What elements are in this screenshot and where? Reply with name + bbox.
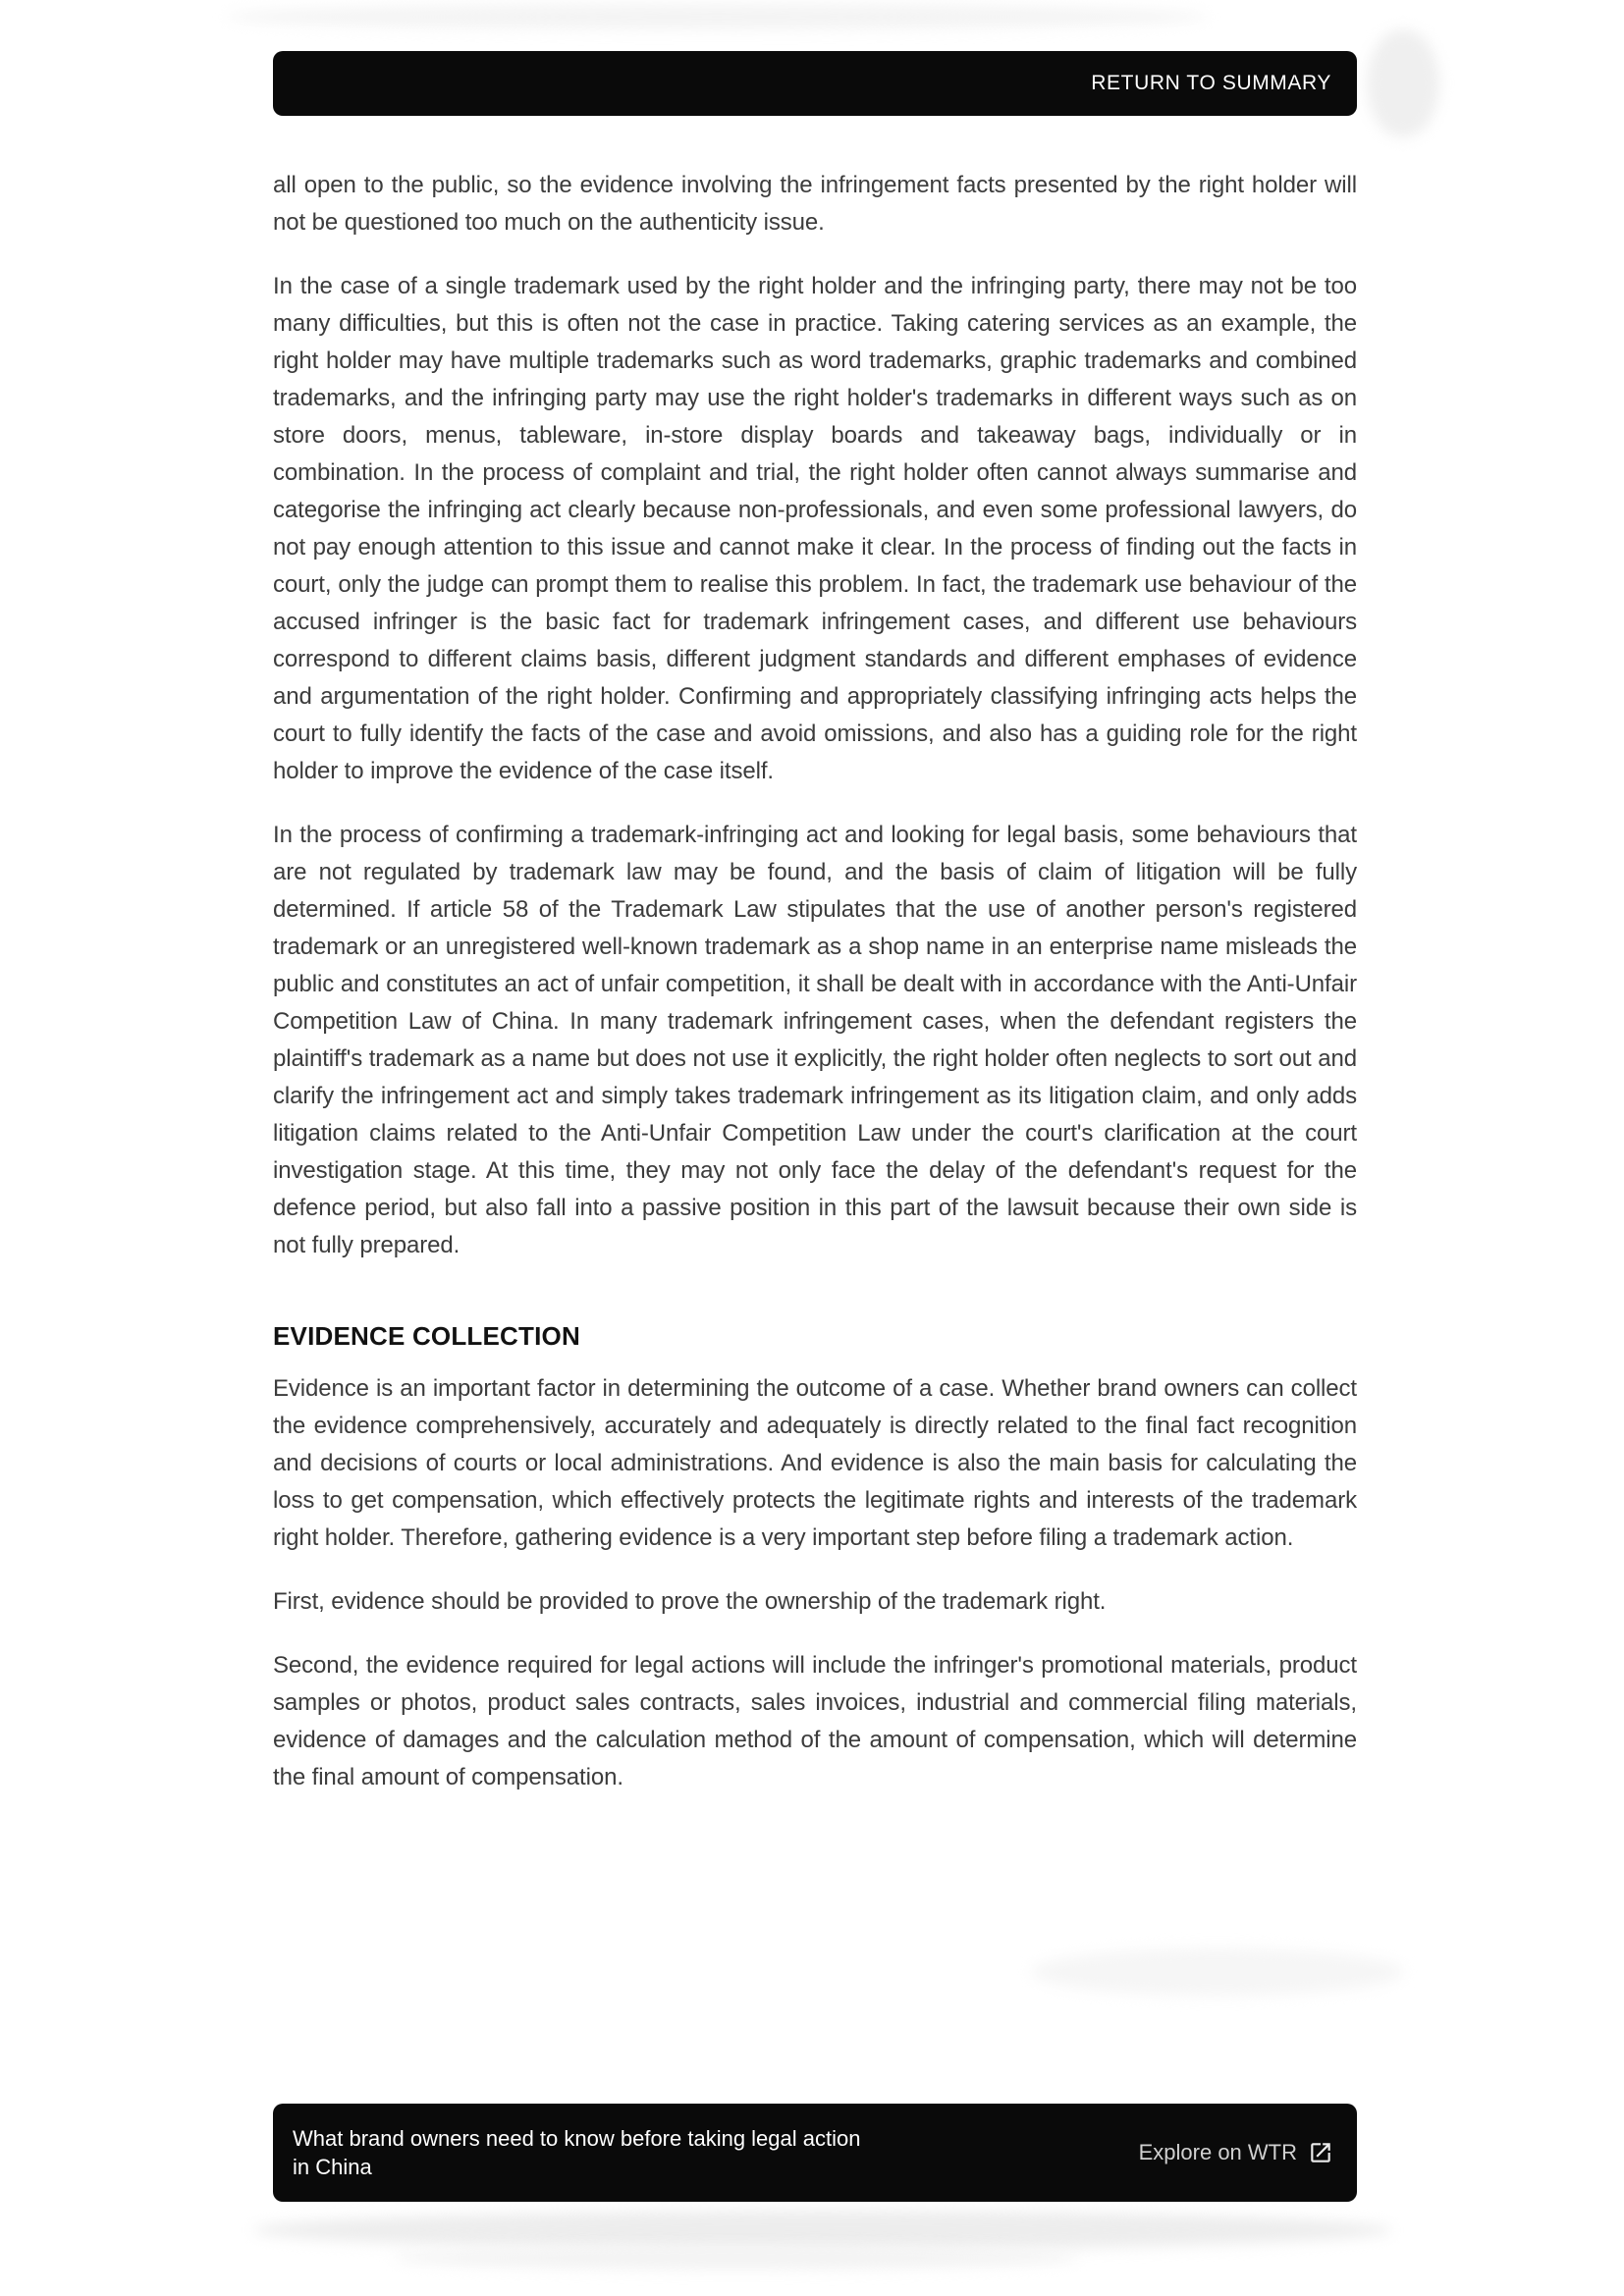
external-link-icon bbox=[1308, 2140, 1333, 2165]
footer-title-line: in China bbox=[293, 2155, 372, 2179]
scan-artifact bbox=[253, 2211, 1392, 2250]
return-to-summary-link[interactable]: RETURN TO SUMMARY bbox=[1091, 72, 1331, 94]
paragraph: First, evidence should be provided to prove the ownership of the trademark right. bbox=[273, 1588, 1107, 1615]
scan-artifact bbox=[1031, 1949, 1404, 1996]
paragraph: Evidence is an important factor in determining the outcome of a case. Whether brand owners can collect the evidence comprehensively, accurately and adequately is directly related to the final fact recognition and decisions of courts or local administrations. And evidence is also the main basis for calculating the loss to get compensation, which effectively protects the legitimate rights and interests of the trademark right holder. Therefore, gathering evidence is a very important step before filing a trademark action. bbox=[273, 1375, 1357, 1551]
footer-bar bbox=[273, 2104, 1357, 2202]
paragraph: Second, the evidence required for legal actions will include the infringer's promotional materials, product samples or photos, product sales contracts, sales invoices, industrial and commercial filing materials, evidence of damages and the calculation method of the amount of compensation, which will determine the final amount of compensation. bbox=[273, 1652, 1357, 1790]
article-column bbox=[273, 51, 1357, 1823]
header-bar bbox=[273, 51, 1357, 116]
section-heading-evidence-collection: EVIDENCE COLLECTION bbox=[273, 1321, 580, 1351]
scan-artifact bbox=[226, 4, 1208, 29]
paragraph: all open to the public, so the evidence involving the infringement facts presented by the right holder will not be questioned too much on the authenticity issue. bbox=[273, 172, 1357, 236]
paragraph: In the process of confirming a trademark-infringing act and looking for legal basis, some behaviours that are not regulated by trademark law may be found, and the basis of claim of litigation will be fully determined. If article 58 of the Trademark Law stipulates that the use of another person's registered trademark or an unregistered well-known trademark as a shop name in an enterprise name misleads the public and constitutes an act of unfair competition, it shall be dealt with in accordance with the Anti-Unfair Competition Law of China. In many trademark infringement cases, when the defendant registers the plaintiff's trademark as a name but does not use it explicitly, the right holder often neglects to sort out and clarify the infringement act and simply takes trademark infringement as its litigation claim, and only adds litigation claims related to the Anti-Unfair Competition Law under the court's clarification at the court investigation stage. At this time, they may not only face the delay of the defendant's request for the defence period, but also fall into a passive position in this part of the lawsuit because their own side is not fully prepared. bbox=[273, 822, 1357, 1258]
footer-title-line: What brand owners need to know before taking legal action bbox=[293, 2126, 861, 2151]
explore-link-label: Explore on WTR bbox=[1138, 2140, 1297, 2164]
explore-on-wtr-link[interactable] bbox=[1139, 2140, 1333, 2165]
footer-title bbox=[293, 2124, 860, 2181]
scan-artifact bbox=[393, 2246, 1080, 2269]
scan-artifact bbox=[1367, 29, 1439, 137]
paragraph: In the case of a single trademark used by the right holder and the infringing party, there may not be too many difficulties, but this is often not the case in practice. Taking catering services as an example, the right holder may have multiple trademarks such as word trademarks, graphic trademarks and combined trademarks, and the infringing party may use the right holder's trademarks in different ways such as on store doors, menus, tableware, in-store display boards and takeaway bags, individually or in combination. In the process of complaint and trial, the right holder often cannot always summarise and categorise the infringing act clearly because non-professionals, and even some professional lawyers, do not pay enough attention to this issue and cannot make it clear. In the process of finding out the facts in court, only the judge can prompt them to realise this problem. In fact, the trademark use behaviour of the accused infringer is the basic fact for trademark infringement cases, and different use behaviours correspond to different claims basis, different judgment standards and different emphases of evidence and argumentation of the right holder. Confirming and appropriately classifying infringing acts helps the court to fully identify the facts of the case and avoid omissions, and also has a guiding role for the right holder to improve the evidence of the case itself. bbox=[273, 273, 1357, 784]
